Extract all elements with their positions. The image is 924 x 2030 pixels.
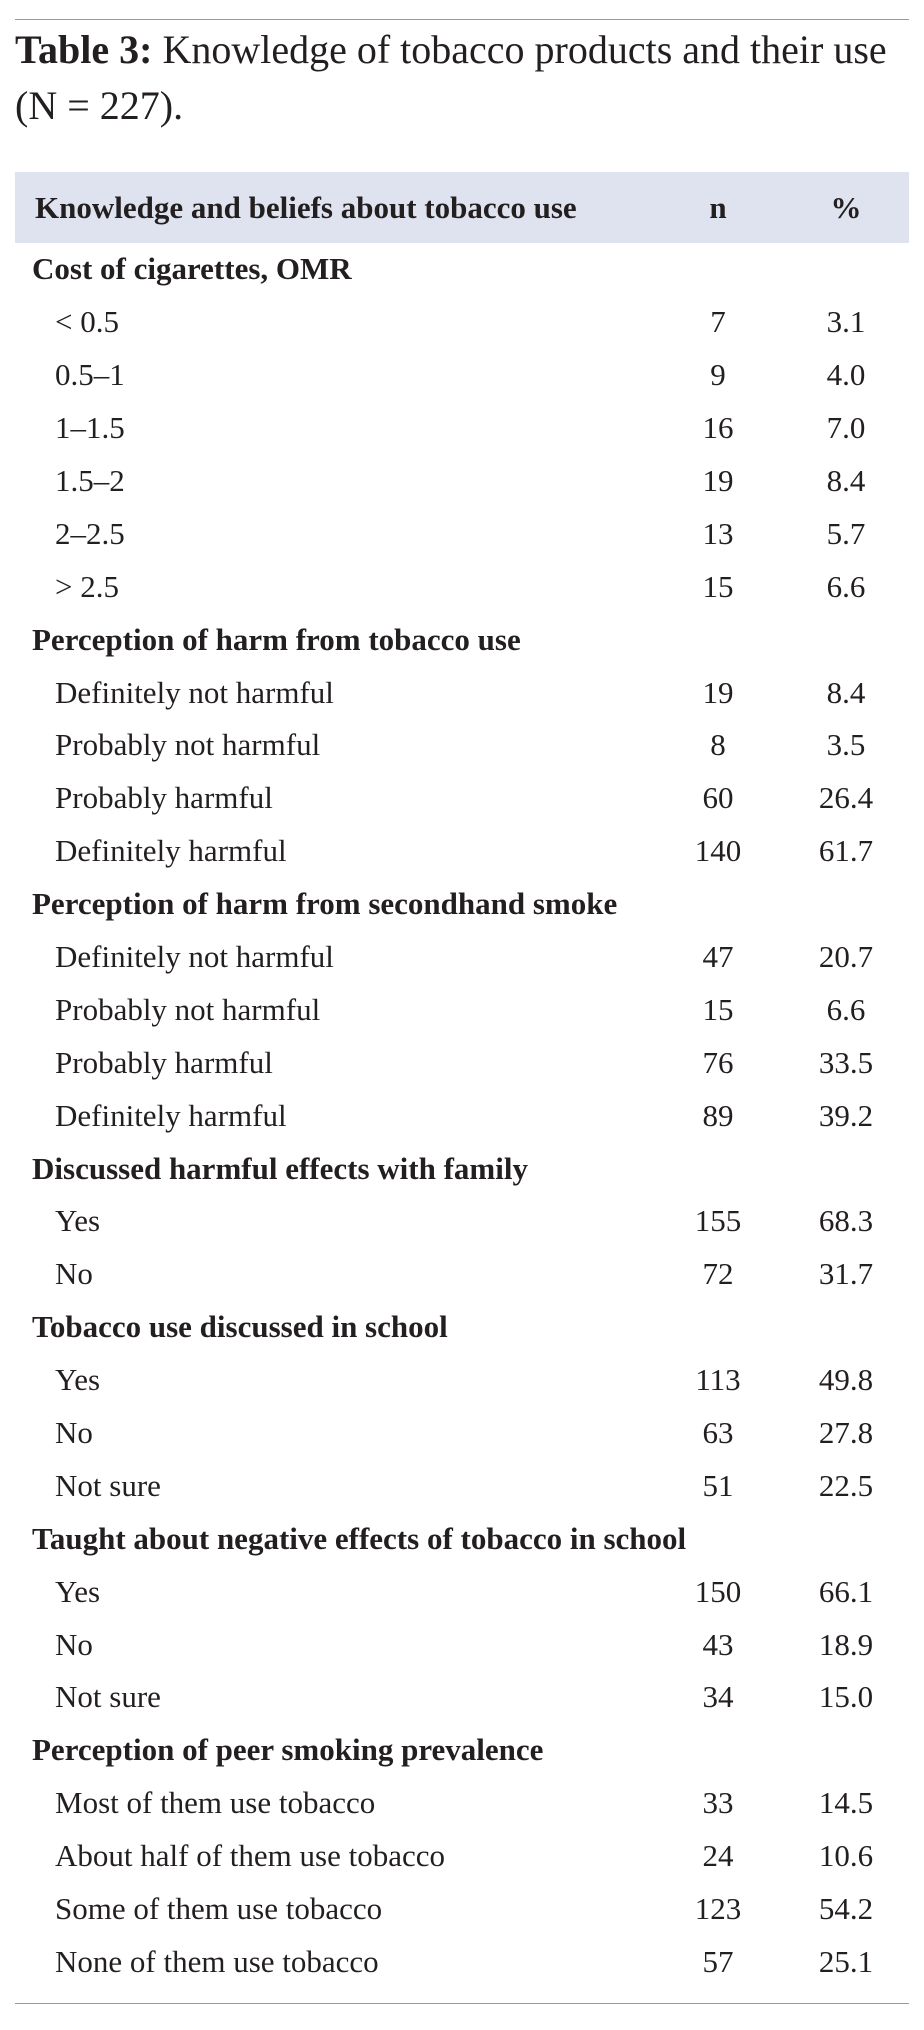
- row-label: No: [55, 1256, 93, 1292]
- table-row: [15, 1248, 909, 1301]
- row-label: 0.5–1: [55, 357, 125, 393]
- row-label: 1–1.5: [55, 410, 125, 446]
- table-body: [15, 243, 909, 1988]
- section-row: [15, 613, 909, 666]
- row-pct: 3.5: [826, 727, 866, 763]
- row-pct: 15.0: [818, 1679, 874, 1715]
- row-pct: 14.5: [818, 1785, 874, 1821]
- section-row: [15, 878, 909, 931]
- top-rule: [15, 19, 909, 20]
- row-pct: 3.1: [826, 304, 866, 340]
- caption-text: Knowledge of tobacco products and their use (N = 227).: [15, 27, 887, 128]
- header-knowledge: Knowledge and beliefs about tobacco use: [15, 172, 653, 243]
- row-pct: 7.0: [826, 410, 866, 446]
- row-n: 15: [702, 991, 734, 1027]
- table-row: [15, 1036, 909, 1089]
- row-label: Not sure: [55, 1467, 161, 1503]
- table-row: [15, 719, 909, 772]
- row-pct: 31.7: [818, 1256, 874, 1292]
- row-label: About half of them use tobacco: [55, 1838, 445, 1874]
- row-label: Probably harmful: [55, 780, 273, 816]
- row-pct: 27.8: [818, 1415, 874, 1451]
- row-pct: 22.5: [818, 1467, 874, 1503]
- table-row: [15, 296, 909, 349]
- table-row: [15, 1407, 909, 1460]
- table-row: [15, 1089, 909, 1142]
- table-row: [15, 402, 909, 455]
- row-label: Definitely not harmful: [55, 674, 334, 710]
- row-pct: 20.7: [818, 939, 874, 975]
- bottom-rule: [15, 2003, 909, 2004]
- row-pct: 68.3: [818, 1203, 874, 1239]
- table-row: [15, 560, 909, 613]
- row-n: 9: [710, 357, 726, 393]
- row-n: 16: [702, 410, 734, 446]
- row-pct: 26.4: [818, 780, 874, 816]
- table-row: [15, 931, 909, 984]
- row-label: < 0.5: [55, 304, 119, 340]
- row-pct: 39.2: [818, 1097, 874, 1133]
- row-n: 43: [702, 1626, 734, 1662]
- caption-label: Table 3:: [15, 27, 153, 72]
- row-pct: 61.7: [818, 833, 874, 869]
- table-row: [15, 666, 909, 719]
- row-label: No: [55, 1626, 93, 1662]
- row-n: 51: [702, 1467, 734, 1503]
- section-title: Perception of harm from secondhand smoke: [32, 886, 618, 922]
- table-row: [15, 1459, 909, 1512]
- row-label: Probably not harmful: [55, 727, 321, 763]
- row-pct: 5.7: [826, 515, 866, 551]
- data-table: [15, 172, 909, 1988]
- row-n: 123: [694, 1891, 742, 1927]
- table-row: [15, 983, 909, 1036]
- row-pct: 10.6: [818, 1838, 874, 1874]
- row-pct: 8.4: [826, 674, 866, 710]
- row-n: 89: [702, 1097, 734, 1133]
- row-label: > 2.5: [55, 568, 119, 604]
- row-n: 13: [702, 515, 734, 551]
- row-label: Definitely harmful: [55, 1097, 287, 1133]
- row-pct: 4.0: [826, 357, 866, 393]
- section-title: Taught about negative effects of tobacco in school: [32, 1520, 687, 1556]
- row-n: 155: [694, 1203, 742, 1239]
- table-row: [15, 1354, 909, 1407]
- row-n: 150: [694, 1573, 742, 1609]
- row-n: 7: [710, 304, 726, 340]
- row-n: 24: [702, 1838, 734, 1874]
- section-row: [15, 243, 909, 296]
- row-pct: 6.6: [826, 991, 866, 1027]
- table-row: [15, 1618, 909, 1671]
- header-pct: %: [783, 172, 909, 243]
- table-row: [15, 1671, 909, 1724]
- row-label: None of them use tobacco: [55, 1943, 379, 1979]
- section-row: [15, 1142, 909, 1195]
- row-n: 113: [695, 1362, 741, 1398]
- row-label: Some of them use tobacco: [55, 1891, 383, 1927]
- section-row: [15, 1724, 909, 1777]
- row-label: 1.5–2: [55, 463, 125, 498]
- row-label: Most of them use tobacco: [55, 1785, 376, 1821]
- row-label: Probably harmful: [55, 1044, 273, 1080]
- row-n: 76: [702, 1044, 734, 1080]
- row-pct: 18.9: [818, 1626, 874, 1662]
- table-caption: [15, 22, 909, 134]
- row-pct: 54.2: [818, 1891, 874, 1927]
- row-n: 47: [702, 939, 734, 975]
- row-label: Yes: [55, 1203, 101, 1239]
- section-row: [15, 1512, 909, 1565]
- row-label: Not sure: [55, 1679, 161, 1715]
- row-pct: 25.1: [818, 1943, 874, 1979]
- row-n: 34: [702, 1679, 734, 1715]
- row-pct: 49.8: [818, 1362, 874, 1398]
- table-row: [15, 1195, 909, 1248]
- row-n: 60: [702, 780, 734, 816]
- row-label: Definitely harmful: [55, 833, 287, 869]
- table-row: [15, 825, 909, 878]
- header-n: n: [653, 172, 783, 243]
- row-n: 19: [702, 674, 734, 710]
- table-row: [15, 507, 909, 560]
- row-label: Yes: [55, 1573, 101, 1609]
- row-pct: 33.5: [818, 1044, 874, 1080]
- section-title: Tobacco use discussed in school: [32, 1309, 448, 1345]
- row-label: Yes: [55, 1362, 101, 1398]
- table-row: [15, 1936, 909, 1989]
- row-label: No: [55, 1415, 93, 1451]
- section-title: Perception of peer smoking prevalence: [32, 1732, 544, 1768]
- row-n: 57: [702, 1943, 734, 1979]
- row-n: 8: [710, 727, 726, 763]
- section-title: Perception of harm from tobacco use: [32, 621, 521, 657]
- row-n: 72: [702, 1256, 734, 1292]
- row-n: 140: [694, 833, 742, 869]
- row-label: Definitely not harmful: [55, 939, 334, 975]
- table-row: [15, 1777, 909, 1830]
- row-n: 19: [702, 463, 734, 498]
- table-row: [15, 1883, 909, 1936]
- row-label: Probably not harmful: [55, 991, 321, 1027]
- table-row: [15, 772, 909, 825]
- row-label: 2–2.5: [55, 515, 125, 551]
- table-row: [15, 455, 909, 508]
- table-row: [15, 1830, 909, 1883]
- section-row: [15, 1301, 909, 1354]
- table-row: [15, 1565, 909, 1618]
- table-row: [15, 349, 909, 402]
- header-row: [15, 172, 909, 243]
- row-pct: 66.1: [818, 1573, 874, 1609]
- section-title: Discussed harmful effects with family: [32, 1150, 528, 1186]
- row-n: 33: [702, 1785, 734, 1821]
- row-pct: 8.4: [826, 463, 866, 498]
- row-pct: 6.6: [826, 568, 866, 604]
- row-n: 15: [702, 568, 734, 604]
- row-n: 63: [702, 1415, 734, 1451]
- section-title: Cost of cigarettes, OMR: [32, 251, 352, 287]
